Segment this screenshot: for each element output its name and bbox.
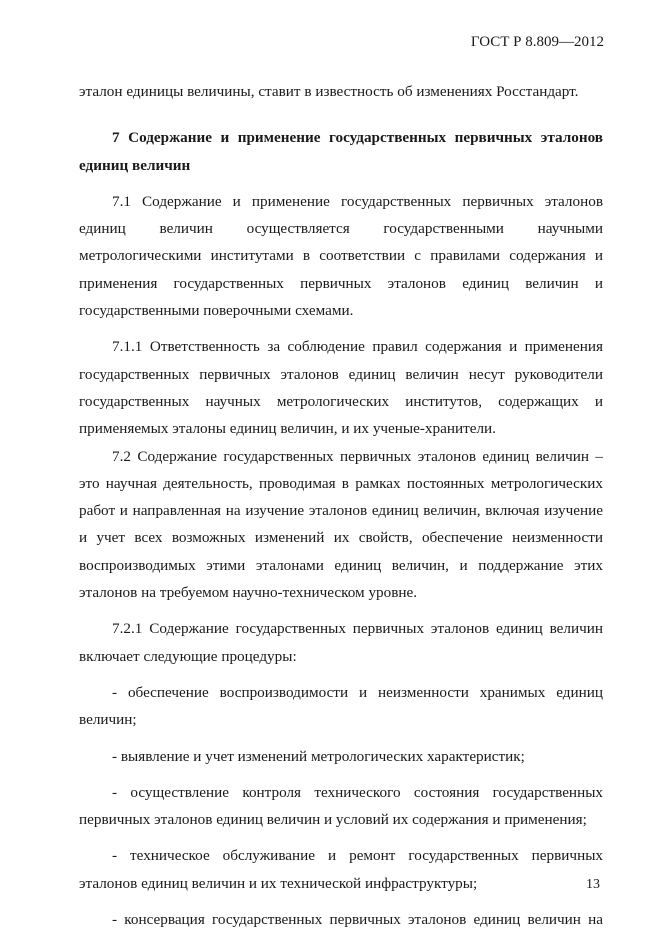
page-number: 13	[586, 877, 600, 892]
paragraph-7-2: 7.2 Содержание государственных первичных эталонов единиц величин – это научная деятельность, проводимая в рамках постоянных метрологических работ и направленная на изучение эталонов единиц величин, включая изучение и учет всех возможных изменений их свойств, обеспечение неизменности воспроизводимых этими эталонами единиц величин, и поддержание этих эталонов на требуемом научно-техническом уровне.	[79, 447, 603, 602]
list-item: - осуществление контроля технического состояния государственных первичных эталонов единиц величин и условий их содержания и применения;	[79, 783, 603, 829]
section-heading: 7 Содержание и применение государственных первичных эталонов единиц величин	[79, 129, 603, 174]
paragraph-7-2-1: 7.2.1 Содержание государственных первичных эталонов единиц величин включает следующие процедуры:	[79, 620, 603, 665]
standard-designation: ГОСТ Р 8.809—2012	[470, 34, 604, 50]
document-body	[79, 78, 603, 933]
paragraph-continuation: эталон единицы величины, ставит в известность об изменениях Росстандарт.	[79, 83, 579, 100]
list-item: - техническое обслуживание и ремонт государственных первичных эталонов единиц величин и их технической инфраструктуры;	[79, 847, 603, 892]
list-item: - консервация государственных первичных эталонов единиц величин на	[112, 911, 603, 929]
paragraph-7-1: 7.1 Содержание и применение государственных первичных эталонов единиц величин осуществляется государственными научными метрологическими институтами в соответствии с правилами содержания и применения государственных первичных эталонов единиц величин и государственными поверочными схемами.	[79, 192, 603, 320]
list-item: - обеспечение воспроизводимости и неизменности хранимых единиц величин;	[79, 683, 603, 729]
list-item: - выявление и учет изменений метрологических характеристик;	[112, 747, 525, 765]
paragraph-7-1-1: 7.1.1 Ответственность за соблюдение правил содержания и применения государственных первичных эталонов единиц величин несут руководители государственных научных метрологических институтов, содержащих и применяемых эталоны единиц величин, и их ученые-хранители.	[79, 338, 603, 438]
